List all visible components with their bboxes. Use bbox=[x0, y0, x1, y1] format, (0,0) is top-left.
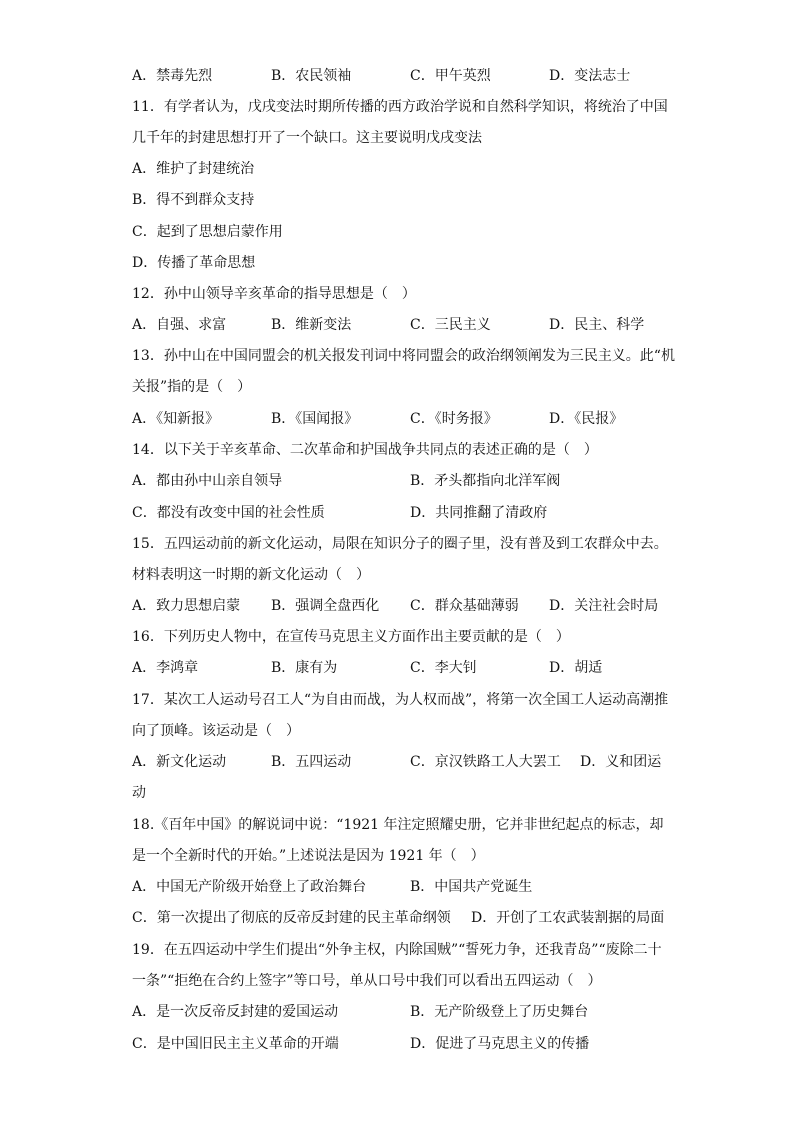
q15-option-c: C．群众基础薄弱 bbox=[410, 598, 519, 614]
q19-stem-line1: 19．在五四运动中学生们提出“外争主权，内除国贼”“誓死力争，还我青岛”“废除二十 bbox=[132, 942, 662, 958]
q17-option-a: A．新文化运动 bbox=[132, 754, 227, 770]
q18-option-a: A．中国无产阶级开始登上了政治舞台 bbox=[132, 879, 367, 895]
q12-options bbox=[132, 315, 692, 335]
q12-option-c: C．三民主义 bbox=[410, 317, 491, 333]
q18-stem-line1: 18.《百年中国》的解说词中说：“1921 年注定照耀史册，它并非世纪起点的标志，却 bbox=[132, 817, 664, 833]
q17-option-d: D．义和团运 bbox=[580, 754, 662, 770]
q14-options-row2 bbox=[132, 503, 692, 523]
q16-stem: 16．下列历史人物中，在宣传马克思主义方面作出主要贡献的是（ ） bbox=[132, 629, 570, 645]
q14-option-c: C．都没有改变中国的社会性质 bbox=[132, 505, 325, 521]
q19-option-b: B．无产阶级登上了历史舞台 bbox=[410, 1004, 589, 1020]
q15-option-b: B．强调全盘西化 bbox=[271, 598, 380, 614]
q10-option-d: D．变法志士 bbox=[549, 68, 631, 84]
q11-option-c: C．起到了思想启蒙作用 bbox=[132, 224, 283, 240]
q10-option-a: A．禁毒先烈 bbox=[132, 68, 213, 84]
q18-option-d: D．开创了工农武装割据的局面 bbox=[471, 910, 665, 926]
q14-option-a: A．都由孙中山亲自领导 bbox=[132, 473, 283, 489]
q19-stem-line2: 一条”“拒绝在合约上签字”等口号，单从口号中我们可以看出五四运动（ ） bbox=[132, 973, 602, 989]
q17-stem-line1: 17．某次工人运动号召工人“为自由而战，为人权而战”，将第一次全国工人运动高潮推 bbox=[132, 692, 669, 708]
q18-options-row1 bbox=[132, 877, 692, 897]
q18-options-row2 bbox=[132, 908, 692, 928]
q11-stem-line2: 几千年的封建思想打开了一个缺口。这主要说明戊戌变法 bbox=[132, 130, 482, 146]
q14-stem: 14．以下关于辛亥革命、二次革命和护国战争共同点的表述正确的是（ ） bbox=[132, 442, 598, 458]
q19-options-row1 bbox=[132, 1002, 692, 1022]
q19-option-a: A．是一次反帝反封建的爱国运动 bbox=[132, 1004, 339, 1020]
q11-option-b: B．得不到群众支持 bbox=[132, 192, 255, 208]
q13-option-d: D．《民报》 bbox=[549, 411, 624, 427]
q19-options-row2 bbox=[132, 1034, 692, 1054]
q16-option-c: C．李大钊 bbox=[410, 660, 477, 676]
q11-option-a: A．维护了封建统治 bbox=[132, 161, 255, 177]
q16-option-d: D．胡适 bbox=[549, 660, 603, 676]
q17-stem-line2: 向了顶峰。该运动是（ ） bbox=[132, 723, 300, 739]
q10-options bbox=[132, 66, 692, 86]
q14-options-row1 bbox=[132, 471, 692, 491]
q18-option-b: B．中国共产党诞生 bbox=[410, 879, 533, 895]
q15-option-d: D．关注社会时局 bbox=[549, 598, 659, 614]
q11-option-d: D．传播了革命思想 bbox=[132, 255, 256, 271]
q10-option-c: C．甲午英烈 bbox=[410, 68, 491, 84]
q12-option-a: A．自强、求富 bbox=[132, 317, 227, 333]
q15-options bbox=[132, 596, 692, 616]
q13-option-b: B．《国闻报》 bbox=[271, 411, 359, 427]
q17-option-c: C．京汉铁路工人大罢工 bbox=[410, 754, 561, 770]
q14-option-d: D．共同推翻了清政府 bbox=[410, 505, 548, 521]
q13-stem-line1: 13．孙中山在中国同盟会的机关报发刊词中将同盟会的政治纲领阐发为三民主义。此“机 bbox=[132, 348, 675, 364]
q13-stem-line2: 关报”指的是（ ） bbox=[132, 379, 252, 395]
q18-option-c: C．第一次提出了彻底的反帝反封建的民主革命纲领 bbox=[132, 910, 451, 926]
q15-stem-line2: 材料表明这一时期的新文化运动（ ） bbox=[132, 567, 370, 583]
q15-stem-line1: 15．五四运动前的新文化运动，局限在知识分子的圈子里，没有普及到工农群众中去。 bbox=[132, 536, 668, 552]
q10-option-b: B．农民领袖 bbox=[271, 68, 352, 84]
q14-option-b: B．矛头都指向北洋军阀 bbox=[410, 473, 561, 489]
q12-option-d: D．民主、科学 bbox=[549, 317, 645, 333]
q13-option-a: A．《知新报》 bbox=[132, 411, 220, 427]
q16-option-a: A．李鸿章 bbox=[132, 660, 199, 676]
q16-option-b: B．康有为 bbox=[271, 660, 338, 676]
q16-options bbox=[132, 658, 692, 678]
q15-option-a: A．致力思想启蒙 bbox=[132, 598, 241, 614]
q11-stem-line1: 11．有学者认为，戊戌变法时期所传播的西方政治学说和自然科学知识，将统治了中国 bbox=[132, 99, 668, 115]
q12-option-b: B．维新变法 bbox=[271, 317, 352, 333]
q19-option-d: D．促进了马克思主义的传播 bbox=[410, 1036, 590, 1052]
q17-options bbox=[132, 752, 692, 772]
q17-option-b: B．五四运动 bbox=[271, 754, 352, 770]
q13-option-c: C．《时务报》 bbox=[410, 411, 498, 427]
q12-stem: 12．孙中山领导辛亥革命的指导思想是（ ） bbox=[132, 286, 416, 302]
q17-option-d-wrap: 动 bbox=[132, 785, 146, 801]
q19-option-c: C．是中国旧民主主义革命的开端 bbox=[132, 1036, 339, 1052]
q18-stem-line2: 是一个全新时代的开始。”上述说法是因为 1921 年（ ） bbox=[132, 848, 485, 864]
q13-options bbox=[132, 409, 692, 429]
